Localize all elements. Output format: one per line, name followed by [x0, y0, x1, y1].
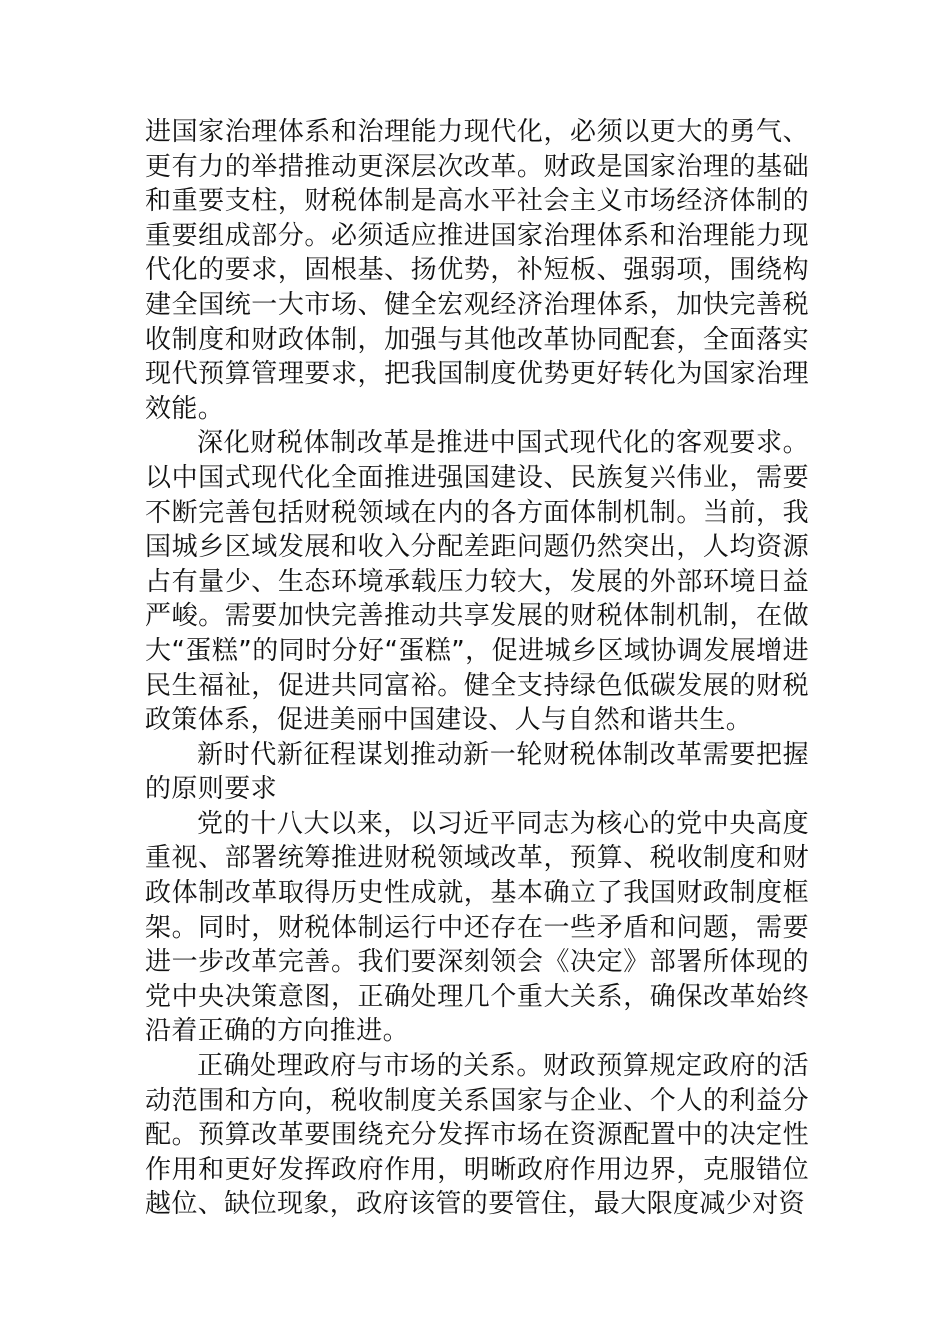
section-heading-principles: 新时代新征程谋划推动新一轮财税体制改革需要把握的原则要求 — [145, 739, 809, 805]
paragraph-fiscal-reform-requirement: 深化财税体制改革是推进中国式现代化的客观要求。以中国式现代化全面推进强国建设、民族复兴伟业，需要不断完善包括财税领域在内的各方面体制机制。当前，我国城乡区域发展和收入分配差距问题仍然突出，人均资源占有量少、生态环境承载压力较大，发展的外部环境日益严峻。需要加快完善推动共享发展的财税体制机制，在做大“蛋糕”的同时分好“蛋糕”，促进城乡区域协调发展增进民生福祉，促进共同富裕。健全支持绿色低碳发展的财税政策体系，促进美丽中国建设、人与自然和谐共生。 — [145, 428, 809, 736]
paragraph-government-market: 正确处理政府与市场的关系。财政预算规定政府的活动范围和方向，税收制度关系国家与企业、个人的利益分配。预算改革要围绕充分发挥市场在资源配置中的决定性作用和更好发挥政府作用，明晰政府作用边界，克服错位越位、缺位现象，政府该管的要管住，最大限度减少对资 — [145, 1051, 809, 1220]
document-body — [145, 115, 809, 1222]
paragraph-achievements: 党的十八大以来，以习近平同志为核心的党中央高度重视、部署统筹推进财税领域改革，预算、税收制度和财政体制改革取得历史性成就，基本确立了我国财政制度框架。同时，财税体制运行中还存在一些矛盾和问题，需要进一步改革完善。我们要深刻领会《决定》部署所体现的党中央决策意图，正确处理几个重大关系，确保改革始终沿着正确的方向推进。 — [145, 808, 809, 1047]
paragraph-continued: 进国家治理体系和治理能力现代化，必须以更大的勇气、更有力的举措推动更深层次改革。财政是国家治理的基础和重要支柱，财税体制是高水平社会主义市场经济体制的重要组成部分。必须适应推进国家治理体系和治理能力现代化的要求，固根基、扬优势，补短板、强弱项，围绕构建全国统一大市场、健全宏观经济治理体系，加快完善税收制度和财政体制，加强与其他改革协同配套，全面落实现代预算管理要求，把我国制度优势更好转化为国家治理效能。 — [145, 117, 809, 424]
